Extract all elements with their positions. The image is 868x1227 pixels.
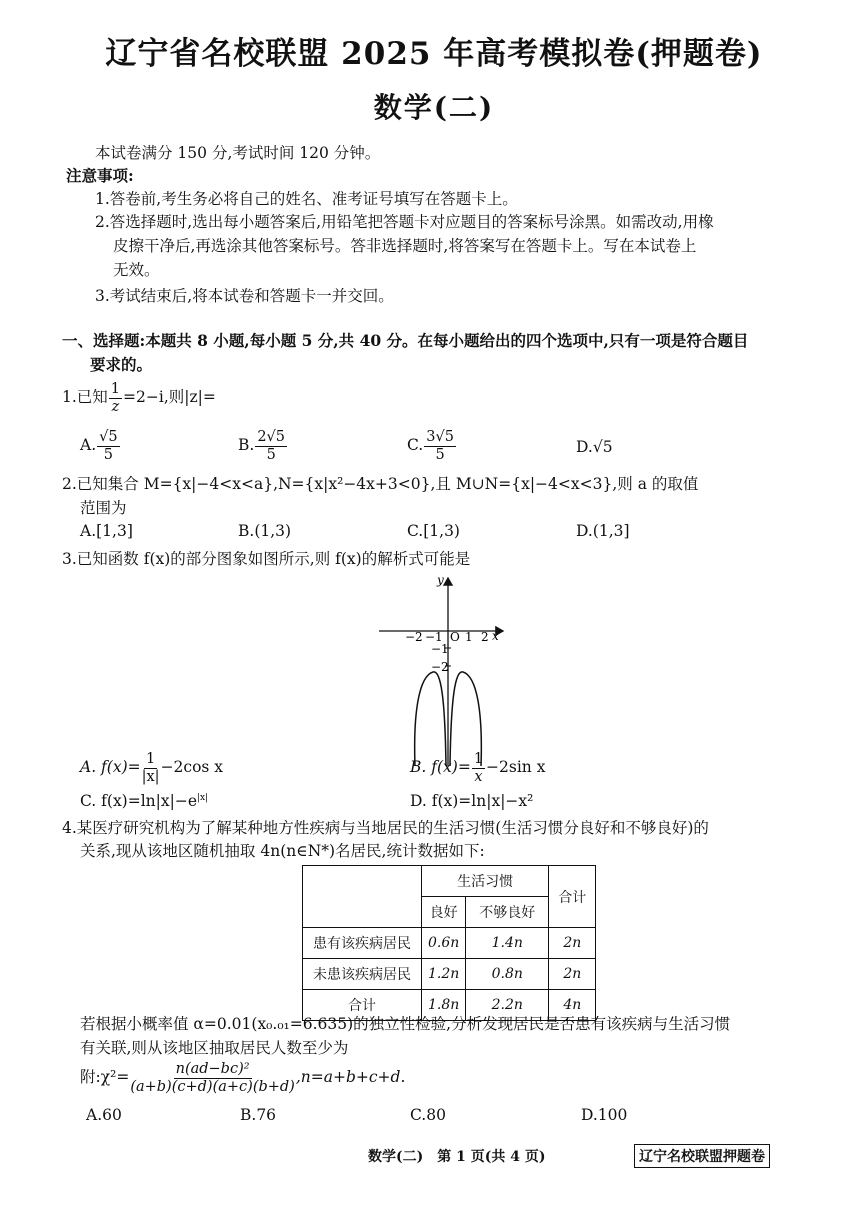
table-cell: 合计	[303, 990, 422, 1021]
section1-heading-line-2: 要求的。	[90, 355, 153, 374]
table-cell: 2n	[549, 959, 596, 990]
table-row	[303, 866, 596, 897]
question-4-line-4: 有关联,则从该地区抽取居民人数至少为	[80, 1039, 349, 1057]
note-2-line-3: 无效。	[113, 261, 160, 279]
y-tick-neg2: −2	[431, 660, 449, 674]
q3-function-graph	[375, 568, 515, 768]
table-cell: 患有该疾病居民	[303, 928, 422, 959]
table-row	[303, 959, 596, 990]
table-cell: 0.6n	[422, 928, 466, 959]
table-header-good: 良好	[422, 897, 466, 928]
q1-option-a[interactable]: A. $\frac{√5}{5}$	[80, 429, 118, 463]
table-cell: 4n	[549, 990, 596, 1021]
table-header-group: 生活习惯	[422, 866, 549, 897]
table-cell: 1.4n	[466, 928, 549, 959]
q1-prefix: 1.已知	[62, 388, 108, 406]
q3-option-b[interactable]: B. f(x)= $\frac{1}{x}$ −2sin x	[410, 751, 546, 785]
q4-formula: 附:χ²= $\frac{\text{n(ad−bc)²}}{(a+b)(c+d)(a+c)(b+d)}$ ,n=a+b+c+d.	[80, 1061, 406, 1095]
table-cell: 1.2n	[422, 959, 466, 990]
y-axis-label: y	[437, 573, 444, 587]
x-tick-2: 2	[481, 630, 489, 644]
q4-contingency-table	[302, 865, 596, 1021]
q2-option-c[interactable]: C.[1,3)	[407, 522, 460, 540]
q1-option-b[interactable]: B. $\frac{2√5}{5}$	[238, 429, 286, 463]
q2-option-b[interactable]: B.(1,3)	[238, 522, 292, 540]
q1-fraction	[109, 382, 122, 414]
table-header-total: 合计	[549, 866, 596, 928]
x-axis-label: x	[492, 629, 499, 643]
q1-option-d[interactable]: D.√5	[576, 438, 613, 456]
x-tick-neg2: −2	[405, 630, 423, 644]
x-tick-1: 1	[465, 630, 473, 644]
q4-option-b[interactable]: B.76	[240, 1106, 277, 1124]
notes-heading: 注意事项:	[66, 166, 134, 185]
page-footer-info: 数学(二) 第 1 页(共 4 页)	[368, 1149, 546, 1165]
question-4-line-3: 若根据小概率值 α=0.01(x₀.₀₁=6.635)的独立性检验,分析发现居民是否患有该疾病与生活习惯	[80, 1015, 731, 1033]
q2-option-d[interactable]: D.(1,3]	[576, 522, 630, 540]
table-cell: 2n	[549, 928, 596, 959]
note-3: 3.考试结束后,将本试卷和答题卡一并交回。	[95, 287, 394, 305]
note-2-line-2: 皮擦干净后,再选涂其他答案标号。答非选择题时,将答案写在答题卡上。写在本试卷上	[113, 237, 697, 255]
section1-heading-line-1: 一、选择题:本题共 8 小题,每小题 5 分,共 40 分。在每小题给出的四个选项中,只有一项是符合题目	[62, 331, 749, 350]
q3-option-a[interactable]: A. f(x)= $\frac{1}{|x|}$ −2cos x	[80, 751, 224, 785]
origin-label: O	[450, 630, 460, 644]
exam-info: 本试卷满分 150 分,考试时间 120 分钟。	[95, 144, 381, 162]
q1-frac-num: 1	[110, 381, 121, 397]
main-title: 辽宁省名校联盟 2025 年高考模拟卷(押题卷)	[105, 36, 763, 72]
q3-option-d[interactable]: D. f(x)=ln|x|−x²	[410, 792, 534, 810]
question-4-line-2: 关系,现从该地区随机抽取 4n(n∈N*)名居民,统计数据如下:	[80, 842, 485, 860]
table-header-notgood: 不够良好	[466, 897, 549, 928]
note-2-line-1: 2.答选择题时,选出每小题答案后,用铅笔把答题卡对应题目的答案标号涂黑。如需改动,用橡	[95, 213, 714, 231]
question-2-line-2: 范围为	[80, 499, 127, 517]
table-cell: 0.8n	[466, 959, 549, 990]
note-1: 1.答卷前,考生务必将自己的姓名、准考证号填写在答题卡上。	[95, 190, 518, 208]
x-tick-neg1: −1	[425, 630, 443, 644]
q1-suffix: =2−i,则|z|=	[123, 388, 216, 406]
q4-option-d[interactable]: D.100	[581, 1106, 628, 1124]
y-tick-neg1: −1	[431, 642, 449, 656]
table-cell: 2.2n	[466, 990, 549, 1021]
table-cell: 未患该疾病居民	[303, 959, 422, 990]
question-3-stem: 3.已知函数 f(x)的部分图象如图所示,则 f(x)的解析式可能是	[62, 550, 471, 568]
question-4-line-1: 4.某医疗研究机构为了解某种地方性疾病与当地居民的生活习惯(生活习惯分良好和不够良好)的	[62, 819, 709, 837]
question-1-stem	[62, 382, 216, 414]
table-corner-cell	[303, 866, 422, 928]
footer-badge: 辽宁名校联盟押题卷	[634, 1144, 770, 1168]
table-row	[303, 928, 596, 959]
subject-title: 数学(二)	[373, 91, 495, 124]
q1-option-c[interactable]: C. $\frac{3√5}{5}$	[407, 429, 454, 463]
q3-option-c[interactable]: C. $f(x)=\ln|x|-e^{|x|}$	[80, 792, 209, 810]
question-2-line-1: 2.已知集合 M={x|−4<x<a},N={x|x²−4x+3<0},且 M∪N={x|−4<x<3},则 a 的取值	[62, 475, 699, 493]
q4-option-a[interactable]: A.60	[86, 1106, 122, 1124]
q2-option-a[interactable]: A.[1,3]	[80, 522, 133, 540]
q4-option-c[interactable]: C.80	[410, 1106, 446, 1124]
table-cell: 1.8n	[422, 990, 466, 1021]
q1-frac-den: z	[111, 398, 120, 415]
